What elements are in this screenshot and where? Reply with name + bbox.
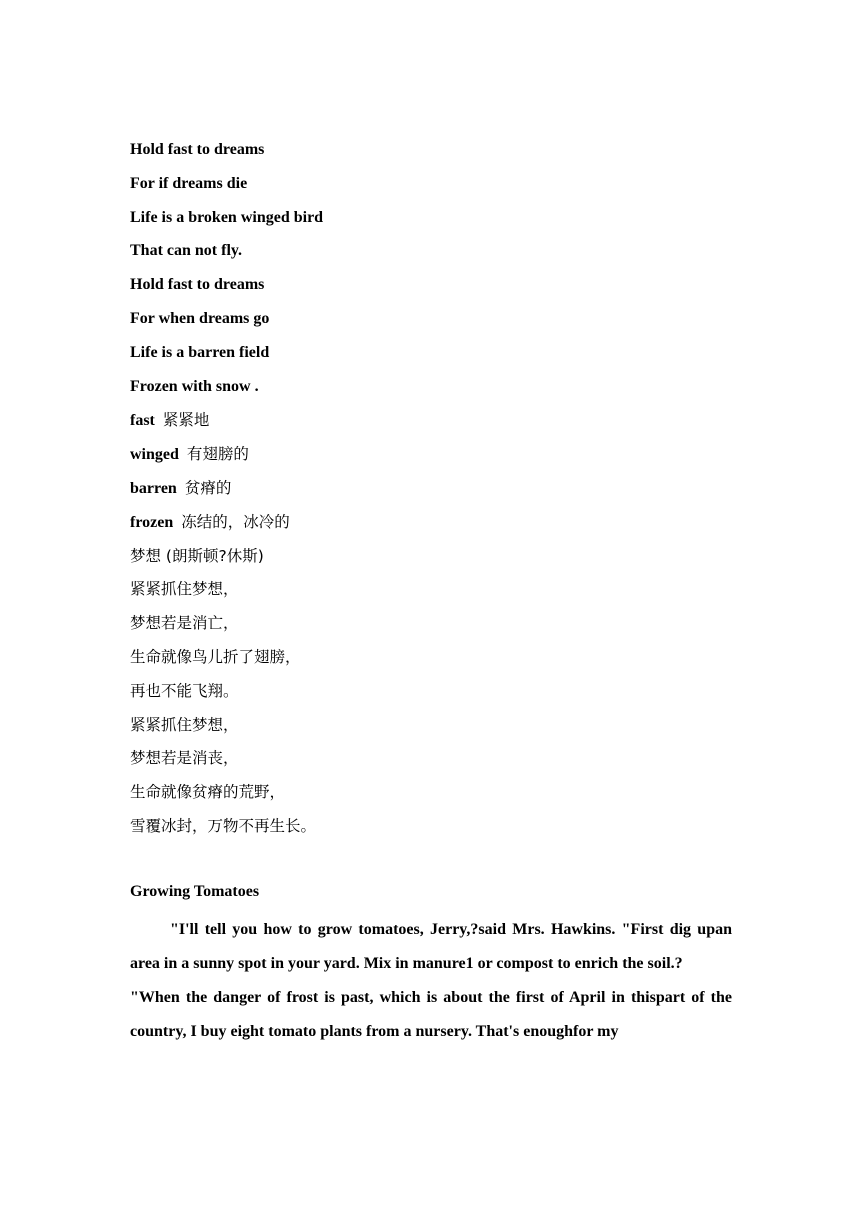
poem-line: Frozen with snow . [130, 377, 259, 395]
story-body [130, 913, 732, 1049]
vocab-word: fast [130, 412, 155, 430]
vocab-meaning: 贫瘠的 [184, 478, 232, 497]
vocab-item [130, 477, 750, 511]
translation-line: 再也不能飞翔。 [130, 681, 239, 700]
poem-line: For when dreams go [130, 309, 270, 327]
poem-block [130, 139, 750, 849]
vocab-meaning: 紧紧地 [162, 411, 210, 430]
translation-title: 梦想 (朗斯顿?休斯) [130, 546, 264, 565]
translation-line: 雪覆冰封，万物不再生长。 [130, 816, 317, 835]
translation-line: 紧紧抓住梦想， [130, 580, 239, 599]
translation-line: 梦想若是消丧， [130, 749, 239, 768]
vocab-meaning: 有翅膀的 [186, 445, 249, 464]
translation-line: 梦想若是消亡， [130, 614, 239, 633]
poem-line: For if dreams die [130, 174, 248, 192]
poem-line: Hold fast to dreams [130, 141, 265, 158]
translation-line: 生命就像贫瘠的荒野， [130, 783, 286, 802]
section-title: Growing Tomatoes [130, 883, 260, 900]
vocab-word: barren [130, 479, 177, 497]
translation-line: 生命就像鸟儿折了翅膀， [130, 647, 301, 666]
vocab-meaning: 冻结的，冰冷的 [181, 512, 290, 531]
translation-line: 紧紧抓住梦想， [130, 715, 239, 734]
vocab-word: winged [130, 446, 179, 464]
vocab-item [130, 443, 750, 477]
story-paragraph: "When the danger of frost is past, which is about the first of April in thispart of the country, I buy eight tomato plants from a nursery. That's enoughfor my [130, 989, 732, 1040]
poem-line: Hold fast to dreams [130, 276, 265, 294]
vocab-item [130, 511, 750, 545]
poem-line: Life is a barren field [130, 343, 270, 361]
poem-line: Life is a broken winged bird [130, 208, 324, 226]
vocab-item [130, 409, 750, 443]
poem-line: That can not fly. [130, 242, 243, 260]
story-paragraph: "I'll tell you how to grow tomatoes, Jerry,?said Mrs. Hawkins. "First dig upan area in a sunny spot in your yard. Mix in manure1 or compost to enrich the soil.? [130, 921, 732, 972]
vocab-word: frozen [130, 513, 174, 531]
